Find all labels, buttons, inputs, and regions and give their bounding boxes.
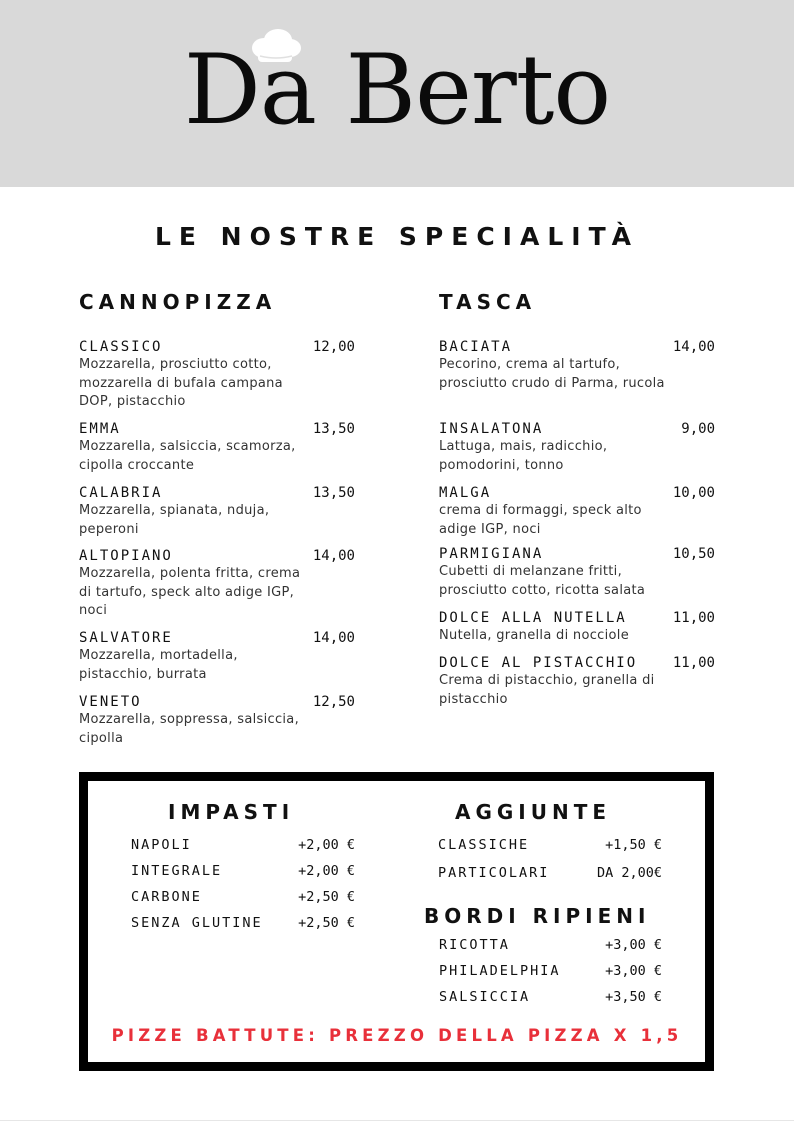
menu-item: [79, 629, 355, 684]
item-price: 12,00: [312, 339, 355, 355]
impasto-name: NAPOLI: [131, 837, 192, 853]
bordo-name: RICOTTA: [439, 937, 510, 953]
bordo-price: +3,00 €: [605, 963, 662, 979]
menu-item: [79, 693, 355, 748]
item-price: 14,00: [672, 339, 715, 355]
item-name: INSALATONA: [439, 421, 544, 437]
bordo-name: SALSICCIA: [439, 989, 531, 1005]
item-price: 12,50: [312, 694, 355, 710]
impasto-price: +2,50 €: [298, 915, 355, 931]
impasto-price: +2,00 €: [298, 837, 355, 853]
item-price: 14,00: [312, 630, 355, 646]
menu-item: [439, 545, 715, 600]
aggiunta-name: PARTICOLARI: [438, 865, 550, 881]
menu-item: [439, 338, 715, 393]
item-name: DOLCE AL PISTACCHIO: [439, 655, 638, 671]
item-description: Mozzarella, salsiccia, scamorza, cipolla croccante: [79, 439, 296, 473]
menu-item: [79, 484, 355, 539]
menu-item: [79, 338, 355, 412]
item-price: 13,50: [312, 421, 355, 437]
item-price: 11,00: [672, 655, 715, 671]
battute-note: PIZZE BATTUTE: PREZZO DELLA PIZZA X 1,5: [111, 1026, 683, 1045]
header-banner: [0, 0, 794, 187]
page-divider: [0, 1120, 794, 1121]
aggiunta-name: CLASSICHE: [438, 837, 530, 853]
item-name: MALGA: [439, 485, 492, 501]
brand-logo-text: Da Berto: [183, 34, 611, 146]
menu-item: [79, 547, 355, 621]
impasto-name: INTEGRALE: [131, 863, 223, 879]
impasto-name: SENZA GLUTINE: [131, 915, 263, 931]
item-description: Crema di pistacchio, granella di pistacchio: [439, 673, 655, 707]
cannopizza-title: CANNOPIZZA: [79, 290, 277, 314]
item-description: Nutella, granella di nocciole: [439, 628, 629, 643]
item-description: Pecorino, crema al tartufo, prosciutto crudo di Parma, rucola: [439, 357, 665, 391]
impasto-price: +2,00 €: [298, 863, 355, 879]
item-description: Lattuga, mais, radicchio, pomodorini, tonno: [439, 439, 608, 473]
item-description: crema di formaggi, speck alto adige IGP, noci: [439, 503, 642, 537]
item-name: ALTOPIANO: [79, 548, 173, 564]
specials-title: LE NOSTRE SPECIALITÀ: [154, 222, 640, 251]
menu-item: [439, 609, 715, 646]
bordo-price: +3,50 €: [605, 989, 662, 1005]
bordo-name: PHILADELPHIA: [439, 963, 561, 979]
item-price: 14,00: [312, 548, 355, 564]
item-description: Mozzarella, soppressa, salsiccia, cipolla: [79, 712, 300, 746]
tasca-title: TASCA: [439, 290, 537, 314]
bordi-title: BORDI RIPIENI: [424, 904, 651, 928]
item-name: BACIATA: [439, 339, 513, 355]
aggiunta-price: DA 2,00€: [596, 865, 662, 881]
item-name: PARMIGIANA: [439, 546, 544, 562]
item-description: Mozzarella, prosciutto cotto, mozzarella di bufala campana DOP, pistacchio: [79, 357, 283, 409]
menu-item: [439, 420, 715, 475]
impasto-name: CARBONE: [131, 889, 202, 905]
item-price: 10,50: [672, 546, 715, 562]
impasti-title: IMPASTI: [168, 800, 295, 824]
item-name: CALABRIA: [79, 485, 163, 501]
item-name: DOLCE ALLA NUTELLA: [439, 610, 627, 626]
item-name: CLASSICO: [79, 339, 163, 355]
item-price: 13,50: [312, 485, 355, 501]
aggiunta-price: +1,50 €: [605, 837, 662, 853]
item-name: EMMA: [79, 421, 121, 437]
menu-item: [439, 484, 715, 539]
item-description: Mozzarella, mortadella, pistacchio, burrata: [79, 648, 238, 682]
item-price: 11,00: [672, 610, 715, 626]
item-name: SALVATORE: [79, 630, 173, 646]
impasto-price: +2,50 €: [298, 889, 355, 905]
item-price: 9,00: [681, 421, 715, 437]
item-price: 10,00: [672, 485, 715, 501]
item-description: Mozzarella, spianata, nduja, peperoni: [79, 503, 270, 537]
menu-item: [439, 654, 715, 709]
menu-item: [79, 420, 355, 475]
aggiunte-title: AGGIUNTE: [455, 800, 612, 824]
item-name: VENETO: [79, 694, 142, 710]
item-description: Mozzarella, polenta fritta, crema di tartufo, speck alto adige IGP, noci: [79, 566, 301, 618]
bordo-price: +3,00 €: [605, 937, 662, 953]
item-description: Cubetti di melanzane fritti, prosciutto cotto, ricotta salata: [439, 564, 646, 598]
